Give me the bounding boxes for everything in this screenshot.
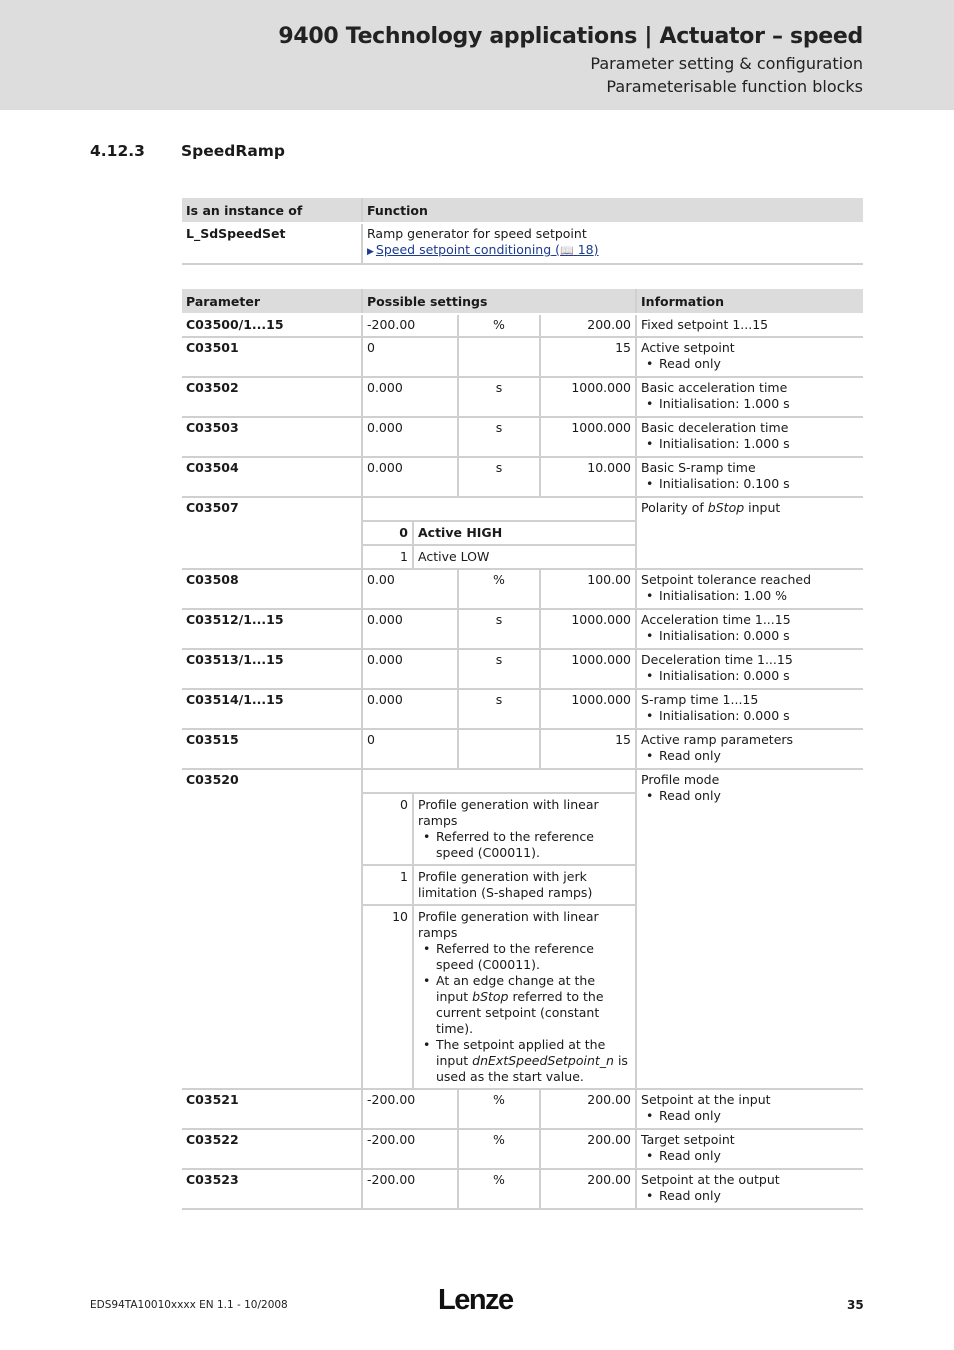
option-row — [363, 545, 635, 568]
unit: s — [458, 609, 540, 649]
instance-header: Is an instance of — [182, 198, 362, 223]
info-text: Setpoint at the input — [641, 1092, 771, 1107]
info-cell — [636, 1089, 863, 1129]
table-row — [182, 609, 863, 649]
option-value: 10 — [363, 905, 413, 1088]
max-value: 1000.000 — [540, 649, 636, 689]
info-bullet: • Read only — [641, 748, 859, 764]
info-text: Fixed setpoint 1...15 — [636, 314, 863, 337]
option-value: 0 — [363, 793, 413, 865]
info-cell — [636, 377, 863, 417]
option-label: Profile generation with linear ramps — [418, 797, 599, 828]
option-bullet: • At an edge change at the input bStop referred to the current setpoint (constant time). — [418, 973, 631, 1037]
table-row — [182, 314, 863, 337]
min-value: 0.000 — [362, 649, 458, 689]
param-id: C03523 — [182, 1169, 362, 1209]
info-cell — [636, 1129, 863, 1169]
lenze-logo: Lenze — [438, 1284, 513, 1316]
option-bullet: • Referred to the reference speed (C00011). — [418, 829, 631, 861]
unit: % — [458, 1089, 540, 1129]
info-bullet: • Read only — [641, 1108, 859, 1124]
options-cell — [362, 769, 636, 1089]
info-bullet: • Read only — [641, 788, 859, 804]
option-bullet: • The setpoint applied at the input dnExtSpeedSetpoint_n is used as the start value. — [418, 1037, 631, 1085]
max-value: 15 — [540, 337, 636, 377]
param-id: C03501 — [182, 337, 362, 377]
unit: s — [458, 417, 540, 457]
min-value: 0.000 — [362, 689, 458, 729]
link-line — [367, 242, 859, 260]
options-cell — [362, 497, 636, 569]
table-row — [182, 377, 863, 417]
min-value: 0.000 — [362, 377, 458, 417]
info-text: S-ramp time 1...15 — [641, 692, 759, 707]
header-subtitle-2: Parameterisable function blocks — [606, 77, 863, 96]
param-id: C03502 — [182, 377, 362, 417]
param-id: C03513/1...15 — [182, 649, 362, 689]
info-text: Basic deceleration time — [641, 420, 789, 435]
param-id: C03508 — [182, 569, 362, 609]
info-cell — [636, 609, 863, 649]
min-value: 0.000 — [362, 417, 458, 457]
option-label: Active LOW — [413, 545, 635, 568]
param-id: C03514/1...15 — [182, 689, 362, 729]
max-value: 200.00 — [540, 1129, 636, 1169]
max-value: 100.00 — [540, 569, 636, 609]
footer-doc-id: EDS94TA10010xxxx EN 1.1 - 10/2008 — [90, 1299, 288, 1311]
option-value: 1 — [363, 865, 413, 905]
parameter-header: Parameter — [182, 289, 362, 314]
max-value: 1000.000 — [540, 377, 636, 417]
info-text: Basic acceleration time — [641, 380, 788, 395]
triangle-right-icon: ▶ — [367, 247, 374, 257]
info-bullet: • Read only — [641, 1188, 859, 1204]
info-text: Profile mode — [641, 772, 720, 787]
section-title: SpeedRamp — [181, 142, 286, 160]
unit: s — [458, 377, 540, 417]
info-cell — [636, 457, 863, 497]
instance-name: L_SdSpeedSet — [182, 223, 362, 264]
info-cell — [636, 649, 863, 689]
info-bullet: • Read only — [641, 356, 859, 372]
max-value: 200.00 — [540, 314, 636, 337]
info-cell — [636, 729, 863, 769]
min-value: 0.00 — [362, 569, 458, 609]
info-text: Deceleration time 1...15 — [641, 652, 793, 667]
table-row — [182, 1169, 863, 1209]
option-label: Profile generation with linear ramps — [418, 909, 599, 940]
parameter-table-header — [182, 289, 863, 314]
max-value: 1000.000 — [540, 417, 636, 457]
param-id: C03500/1...15 — [182, 314, 362, 337]
table-row — [182, 497, 863, 569]
param-id: C03521 — [182, 1089, 362, 1129]
min-value: 0 — [362, 337, 458, 377]
unit: % — [458, 314, 540, 337]
instance-table — [182, 198, 863, 265]
min-value: 0 — [362, 729, 458, 769]
unit: s — [458, 457, 540, 497]
param-id: C03512/1...15 — [182, 609, 362, 649]
table-row — [182, 729, 863, 769]
speed-setpoint-link[interactable]: Speed setpoint conditioning (📖 18) — [375, 242, 599, 257]
instance-row — [182, 223, 863, 264]
info-bullet: • Initialisation: 0.000 s — [641, 708, 859, 724]
info-bullet: • Initialisation: 0.000 s — [641, 628, 859, 644]
option-bullet: • Referred to the reference speed (C00011). — [418, 941, 631, 973]
instance-table-header — [182, 198, 863, 223]
info-cell — [636, 689, 863, 729]
max-value: 15 — [540, 729, 636, 769]
max-value: 200.00 — [540, 1089, 636, 1129]
param-id: C03520 — [182, 769, 362, 1089]
info-bullet: • Initialisation: 0.000 s — [641, 668, 859, 684]
option-row — [363, 793, 635, 865]
function-text: Ramp generator for speed setpoint — [367, 226, 587, 241]
info-bullet: • Initialisation: 1.000 s — [641, 396, 859, 412]
unit: % — [458, 1129, 540, 1169]
option-label: Profile generation with jerk limitation (S-shaped ramps) — [413, 865, 635, 905]
info-text: Setpoint tolerance reached — [641, 572, 811, 587]
info-bullet: • Read only — [641, 1148, 859, 1164]
unit: s — [458, 649, 540, 689]
section-number: 4.12.3 — [90, 142, 145, 160]
function-cell — [362, 223, 863, 264]
table-row — [182, 649, 863, 689]
param-id: C03507 — [182, 497, 362, 569]
unit: s — [458, 689, 540, 729]
info-cell — [636, 337, 863, 377]
min-value: 0.000 — [362, 457, 458, 497]
table-row — [182, 769, 863, 1089]
info-bullet: • Initialisation: 1.000 s — [641, 436, 859, 452]
unit — [458, 729, 540, 769]
param-id: C03515 — [182, 729, 362, 769]
header-title: 9400 Technology applications | Actuator – speed — [278, 24, 863, 49]
page-header — [0, 0, 954, 110]
info-text: Setpoint at the output — [641, 1172, 780, 1187]
option-value: 1 — [363, 545, 413, 568]
book-icon: 📖 — [560, 244, 574, 257]
table-row — [182, 457, 863, 497]
info-cell — [636, 417, 863, 457]
min-value: -200.00 — [362, 314, 458, 337]
param-id: C03504 — [182, 457, 362, 497]
parameter-table — [182, 289, 863, 1210]
option-value: 0 — [363, 521, 413, 545]
max-value: 200.00 — [540, 1169, 636, 1209]
settings-header: Possible settings — [362, 289, 636, 314]
option-cell — [413, 905, 635, 1088]
max-value: 1000.000 — [540, 689, 636, 729]
header-subtitle-1: Parameter setting & configuration — [590, 54, 863, 73]
info-text: Active ramp parameters — [641, 732, 794, 747]
info-text: Target setpoint — [641, 1132, 735, 1147]
option-cell — [413, 793, 635, 865]
option-row — [363, 521, 635, 545]
table-row — [182, 689, 863, 729]
param-id: C03522 — [182, 1129, 362, 1169]
info-text: Basic S-ramp time — [641, 460, 756, 475]
min-value: 0.000 — [362, 609, 458, 649]
option-row — [363, 905, 635, 1088]
table-row — [182, 417, 863, 457]
param-id: C03503 — [182, 417, 362, 457]
page-number: 35 — [847, 1298, 864, 1312]
info-cell: Polarity of bStop input — [636, 497, 863, 569]
unit: % — [458, 569, 540, 609]
unit: % — [458, 1169, 540, 1209]
unit — [458, 337, 540, 377]
info-cell — [636, 1169, 863, 1209]
info-header: Information — [636, 289, 863, 314]
max-value: 1000.000 — [540, 609, 636, 649]
info-text: Active setpoint — [641, 340, 735, 355]
min-value: -200.00 — [362, 1129, 458, 1169]
table-row — [182, 337, 863, 377]
info-cell — [636, 769, 863, 1089]
min-value: -200.00 — [362, 1169, 458, 1209]
function-header: Function — [362, 198, 863, 223]
option-label: Active HIGH — [413, 521, 635, 545]
options-list — [363, 520, 635, 568]
options-list — [363, 792, 635, 1088]
options-spacer — [363, 770, 635, 792]
option-row — [363, 865, 635, 905]
table-row — [182, 1089, 863, 1129]
table-row — [182, 569, 863, 609]
options-spacer — [363, 498, 635, 520]
info-text: Acceleration time 1...15 — [641, 612, 791, 627]
info-cell — [636, 569, 863, 609]
min-value: -200.00 — [362, 1089, 458, 1129]
table-row — [182, 1129, 863, 1169]
info-bullet: • Initialisation: 0.100 s — [641, 476, 859, 492]
max-value: 10.000 — [540, 457, 636, 497]
info-bullet: • Initialisation: 1.00 % — [641, 588, 859, 604]
